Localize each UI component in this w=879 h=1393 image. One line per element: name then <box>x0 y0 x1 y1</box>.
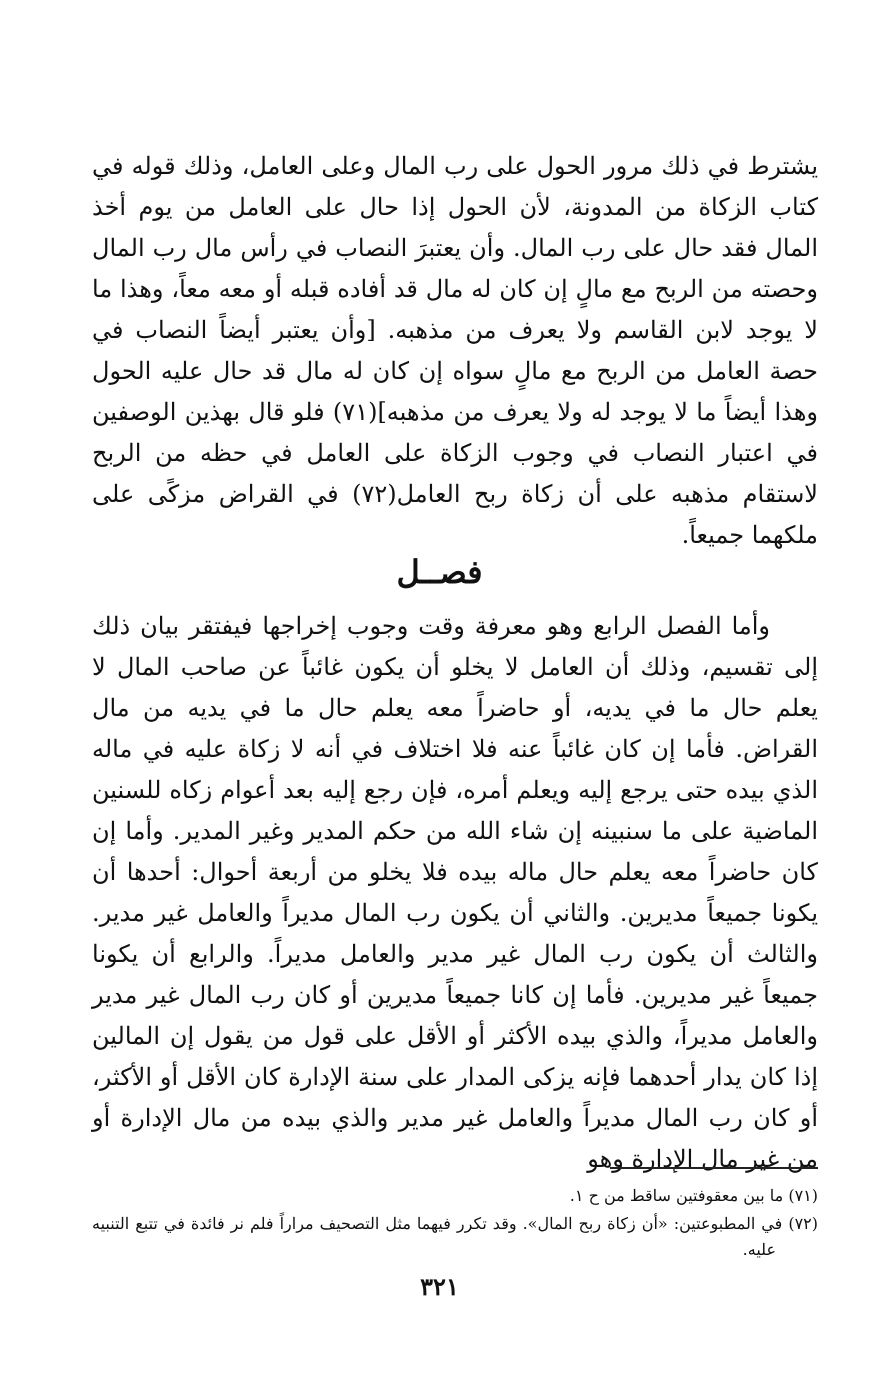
body-paragraph-1: يشترط في ذلك مرور الحول على رب المال وعلى العامل، وذلك قوله في كتاب الزكاة من المدونة، لأن الحول إذا حال على العامل من يوم أخذ المال فقد حال على رب المال. وأن يعتبرَ النصاب في رأس مال رب المال وحصته من الربح مع مالٍ إن كان له مال قد أفاده قبله أو معه معاً، وهذا ما لا يوجد لابن القاسم ولا يعرف من مذهبه. [وأن يعتبر أيضاً النصاب في حصة العامل من الربح مع مالٍ سواه إن كان له مال قد حال عليه الحول وهذا أيضاً ما لا يوجد له ولا يعرف من مذهبه](٧١) فلو قال بهذين الوصفين في اعتبار النصاب في وجوب الزكاة على العامل في حظه من الربح لاستقام مذهبه على أن زكاة ربح العامل(٧٢) في القراض مزكًى على ملكهما جميعاً. <box>92 152 818 549</box>
footnote-72: (٧٢) في المطبوعتين: «أن زكاة ربح المال». وقد تكرر فيهما مثل التصحيف مراراً فلم نر فائدة في تتبع التنبيه عليه. <box>92 1214 818 1259</box>
section-heading: فصــل <box>396 553 483 591</box>
footnote-separator <box>610 1167 818 1169</box>
footnote-71: (٧١) ما بين معقوفتين ساقط من ح ١. <box>569 1186 818 1205</box>
page-number: ٣٢١ <box>420 1272 459 1301</box>
body-paragraph-2: وأما الفصل الرابع وهو معرفة وقت وجوب إخراجها فيفتقر بيان ذلك إلى تقسيم، وذلك أن العامل لا يخلو أن يكون غائباً عن صاحب المال لا يعلم حال ما في يديه، أو حاضراً معه يعلم حال ما في يديه من مال القراض. فأما إن كان غائباً عنه فلا اختلاف في أنه لا زكاة عليه في ماله الذي بيده حتى يرجع إليه ويعلم أمره، فإن رجع إليه بعد أعوام زكاه للسنين الماضية على ما سنبينه إن شاء الله من حكم المدير وغير المدير. وأما إن كان حاضراً معه يعلم حال ماله بيده فلا يخلو من أربعة أحوال: أحدها أن يكونا جميعاً مديرين. والثاني أن يكون رب المال مديراً والعامل غير مدير. والثالث أن يكون رب المال غير مدير والعامل مديراً. والرابع أن يكونا جميعاً غير مديرين. فأما إن كانا جميعاً مديرين أو كان رب المال غير مدير والعامل مديراً، والذي بيده الأكثر أو الأقل على قول من يقول إن المالين إذا كان يدار أحدهما فإنه يزكى المدار على سنة الإدارة كان الأقل أو الأكثر، أو كان رب المال مديراً والعامل غير مدير والذي بيده من مال الإدارة أو من غير مال الإدارة وهو <box>92 612 819 1173</box>
footnotes <box>92 1183 818 1265</box>
